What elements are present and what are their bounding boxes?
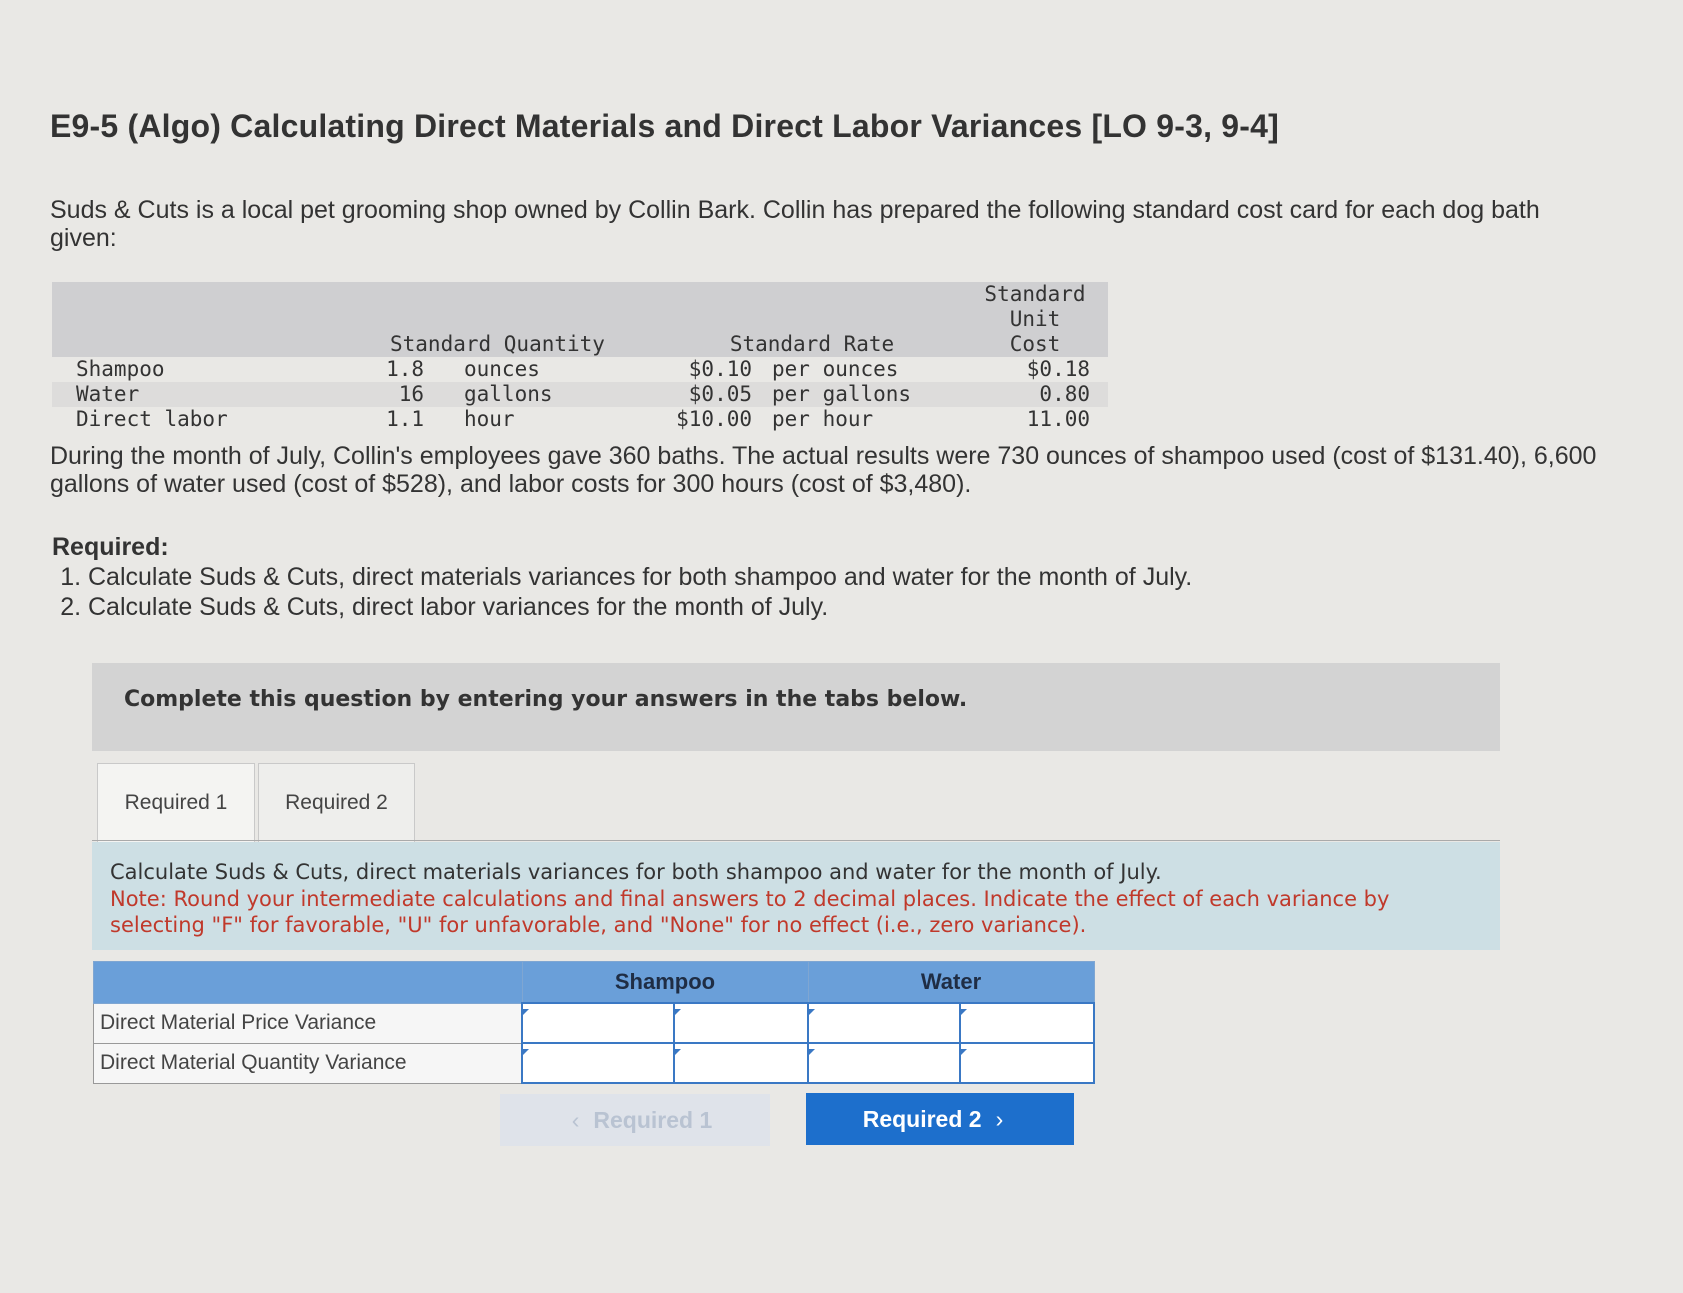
row-qty: 1.1 bbox=[386, 407, 424, 431]
table-row bbox=[94, 1043, 1095, 1083]
row-rate-unit: per gallons bbox=[756, 382, 976, 407]
row-qty-unit: ounces bbox=[464, 357, 540, 381]
next-button-label: Required 2 bbox=[862, 1105, 982, 1132]
row-price-variance-label: Direct Material Price Variance bbox=[94, 1003, 523, 1043]
row-label: Shampoo bbox=[76, 357, 165, 381]
water-price-variance-input[interactable] bbox=[808, 1003, 960, 1043]
header-standard-quantity: Standard Quantity bbox=[320, 282, 648, 357]
tab-required-2[interactable]: Required 2 bbox=[258, 763, 415, 842]
banner-text: Complete this question by entering your answers in the tabs below. bbox=[124, 687, 968, 712]
shampoo-quantity-variance-input[interactable] bbox=[522, 1043, 674, 1083]
row-qty-unit: hour bbox=[464, 407, 515, 431]
column-shampoo: Shampoo bbox=[522, 962, 808, 1004]
shampoo-quantity-effect-select[interactable] bbox=[674, 1043, 808, 1083]
water-quantity-effect-select[interactable] bbox=[960, 1043, 1094, 1083]
required-section bbox=[52, 532, 1192, 622]
row-qty: 16 bbox=[320, 382, 428, 407]
prev-button-label: Required 1 bbox=[593, 1106, 713, 1133]
header-blank bbox=[52, 282, 320, 357]
prev-button[interactable] bbox=[500, 1094, 770, 1146]
table-row bbox=[52, 407, 1108, 432]
table-row bbox=[94, 1003, 1095, 1043]
shampoo-price-variance-input[interactable] bbox=[522, 1003, 674, 1043]
instruction-main: Calculate Suds & Cuts, direct materials variances for both shampoo and water for the month of July. bbox=[110, 860, 1162, 884]
row-cost: $0.18 bbox=[1026, 357, 1090, 381]
actual-results-text: During the month of July, Collin's employees gave 360 baths. The actual results were 730 ounces of shampoo used (cost of $131.40), 6,600 gallons of water used (cost of $528), and labor costs for 300 hours (cost of $3,480). bbox=[50, 442, 1597, 498]
row-rate-unit: per ounces bbox=[772, 357, 899, 381]
shampoo-price-effect-select[interactable] bbox=[674, 1003, 808, 1043]
row-qty: 1.8 bbox=[386, 357, 424, 381]
row-label: Direct labor bbox=[76, 407, 228, 431]
required-list bbox=[52, 562, 1192, 622]
table-row bbox=[52, 382, 1108, 407]
instructions-banner bbox=[92, 663, 1500, 751]
table-row bbox=[52, 357, 1108, 382]
required-heading: Required: bbox=[52, 533, 169, 561]
tab-divider bbox=[92, 840, 1500, 841]
row-rate: $10.00 bbox=[676, 407, 752, 431]
header-cost-line2: Cost bbox=[1009, 332, 1061, 356]
chevron-left-icon: ‹ bbox=[571, 1106, 580, 1133]
row-cost: 11.00 bbox=[1026, 407, 1090, 431]
page-title: E9-5 (Algo) Calculating Direct Materials and Direct Labor Variances [LO 9-3, 9-4] bbox=[50, 108, 1279, 144]
row-label: Water bbox=[52, 382, 320, 407]
next-button[interactable] bbox=[806, 1093, 1074, 1145]
header-standard-unit-cost bbox=[976, 282, 1108, 357]
row-rate-unit: per hour bbox=[772, 407, 874, 431]
tab-required-1[interactable]: Required 1 bbox=[97, 763, 255, 842]
row-rate: $0.10 bbox=[688, 357, 752, 381]
standard-cost-card bbox=[52, 282, 1108, 432]
water-quantity-variance-input[interactable] bbox=[808, 1043, 960, 1083]
header-cost-line1: Standard Unit bbox=[984, 282, 1086, 331]
row-quantity-variance-label: Direct Material Quantity Variance bbox=[94, 1043, 523, 1083]
column-water: Water bbox=[808, 962, 1094, 1004]
intro-text: Suds & Cuts is a local pet grooming shop owned by Collin Bark. Collin has prepared the following standard cost card for each dog bath given: bbox=[50, 196, 1540, 252]
list-item: 2. Calculate Suds & Cuts, direct labor variances for the month of July. bbox=[88, 592, 1192, 622]
answer-header-blank bbox=[94, 962, 523, 1004]
row-qty-unit: gallons bbox=[428, 382, 648, 407]
list-item: 1. Calculate Suds & Cuts, direct materials variances for both shampoo and water for the month of July. bbox=[88, 562, 1192, 592]
instruction-note: Note: Round your intermediate calculations and final answers to 2 decimal places. Indicate the effect of each variance by selecting "F" for favorable, "U" for unfavorable, and "None" for no effect (i.e., zero variance). bbox=[110, 887, 1390, 937]
row-rate: $0.05 bbox=[648, 382, 756, 407]
row-cost: 0.80 bbox=[976, 382, 1108, 407]
answer-table bbox=[93, 961, 1095, 1084]
header-standard-rate: Standard Rate bbox=[648, 282, 976, 357]
water-price-effect-select[interactable] bbox=[960, 1003, 1094, 1043]
chevron-right-icon: › bbox=[995, 1105, 1004, 1132]
tab-instructions bbox=[92, 842, 1500, 950]
